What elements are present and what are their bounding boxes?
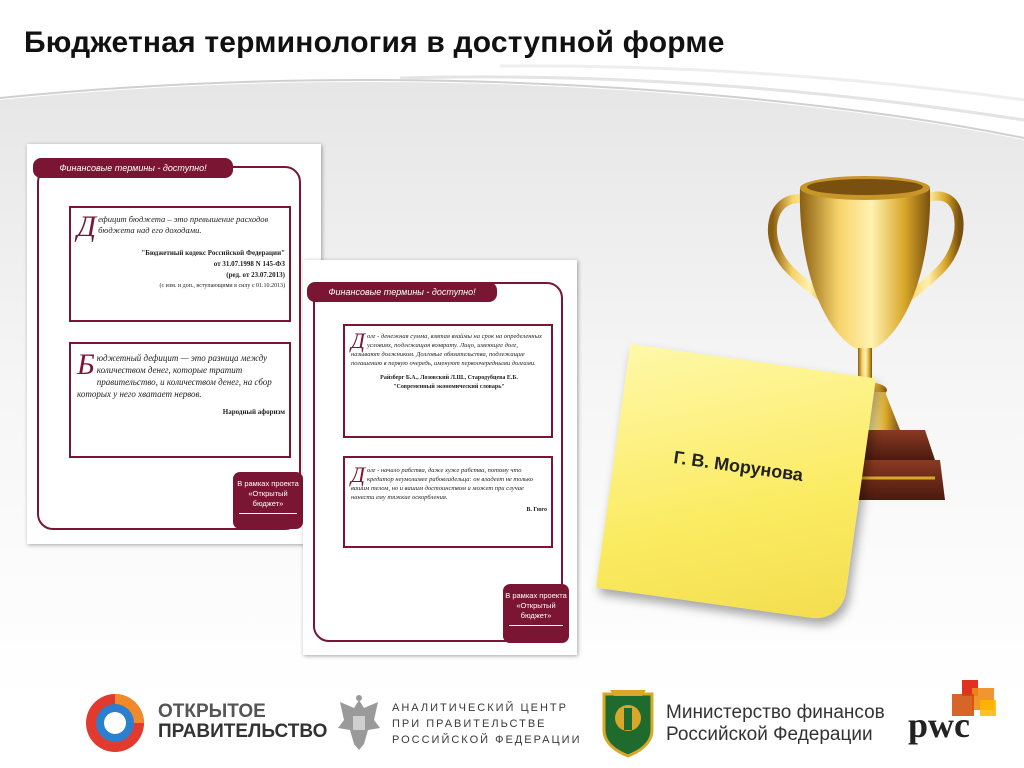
drop-cap: Д xyxy=(351,328,365,353)
analytical-center-text: АНАЛИТИЧЕСКИЙ ЦЕНТР ПРИ ПРАВИТЕЛЬСТВЕ РОССИЙСКОЙ ФЕДЕРАЦИИ xyxy=(392,702,582,746)
open-government-text: ОТКРЫТОЕ ПРАВИТЕЛЬСТВО xyxy=(158,701,328,742)
open-budget-badge: В рамках проекта «Открытый бюджет» xyxy=(233,472,303,529)
slide-title: Бюджетная терминология в доступной форме xyxy=(24,26,725,59)
pwc-text: pwc xyxy=(908,705,970,745)
quote-text: Долг - начало рабства, даже хуже рабства, потому что кредитор неумолимее рабовладельца: он владеет не только вашим телом, но и вашим достоинством и может при случае нанести ему тяжкие оскорбления. xyxy=(351,462,534,501)
drop-cap: Д xyxy=(77,210,97,243)
open-budget-badge: В рамках проекта «Открытый бюджет» xyxy=(503,584,569,643)
quote-source: от 31.07.1998 N 145-ФЗ xyxy=(213,260,285,268)
author-name: Г. В. Морунова xyxy=(672,447,805,486)
drop-cap: Б xyxy=(77,348,95,381)
quote-text: Бюджетный дефицит — это разница между количеством денег, которые тратит правительство, и количеством денег, на сбор которых у него хватает нервов. xyxy=(77,348,272,399)
quote-source: Народный афоризм xyxy=(222,408,285,416)
drop-cap: Д xyxy=(351,462,365,487)
quote-box-deficit-aphorism xyxy=(69,342,291,458)
ministry-of-finance-text: Министерство финансов Российской Федерации xyxy=(666,702,885,745)
quote-box-deficit-definition xyxy=(69,206,291,322)
quote-source: (ред. от 23.07.2013) xyxy=(226,271,285,279)
partner-logos xyxy=(0,680,1024,768)
brochure-page-2 xyxy=(303,260,577,655)
brochure-tab: Финансовые термины - доступно! xyxy=(307,282,497,302)
quote-box-debt-definition xyxy=(343,324,553,438)
quote-text: Дефицит бюджета – это превышение расходов бюджета над его доходами. xyxy=(77,210,269,243)
brochure-tab: Финансовые термины - доступно! xyxy=(33,158,233,178)
ministry-of-finance-emblem-icon xyxy=(598,686,658,758)
quote-source: "Бюджетный кодекс Российской Федерации" xyxy=(141,249,285,257)
open-government-logo-icon xyxy=(84,692,146,754)
quote-source: "Современный экономический словарь" xyxy=(393,384,505,390)
quote-source: В. Гюго xyxy=(526,507,547,513)
quote-box-debt-hugo xyxy=(343,456,553,548)
quote-source: Райзберг Б.А., Лозовский Л.Ш., Стародубцева Е.Б. xyxy=(380,375,518,381)
coat-of-arms-icon xyxy=(334,694,384,752)
brochure-page-1 xyxy=(27,144,321,544)
quote-source: (с изм. и доп., вступающими в силу с 01.10.2013) xyxy=(159,283,285,289)
sticky-note xyxy=(596,344,876,622)
quote-text: Долг - денежная сумма, взятая взаймы на срок на определенных условиях, подлежащая возврату. Лицо, имеющее долг, называют должником. Долговые обязательства, подлежащие погашению в первую очередь, именуют первоочередными долгами. xyxy=(351,328,542,367)
